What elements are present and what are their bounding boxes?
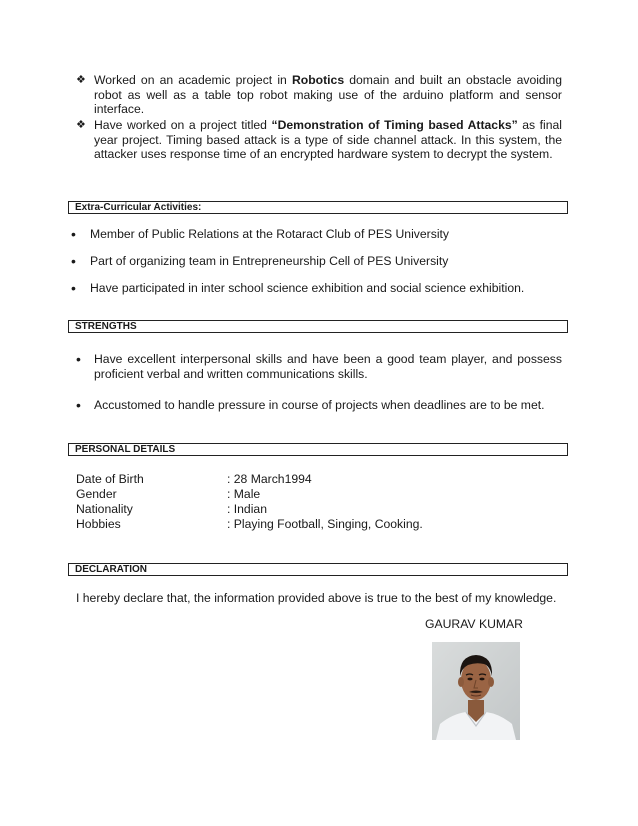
project-text: domain and built an obstacle avoiding robot as well as a table top robot making use of the arduino platform and sensor interface. xyxy=(94,73,562,117)
signatory-name: GAURAV KUMAR xyxy=(425,617,523,631)
bullet-icon: • xyxy=(71,226,76,242)
section-heading-personal-details: PERSONAL DETAILS xyxy=(68,443,568,456)
declaration-text: I hereby declare that, the information provided above is true to the best of my knowledge. xyxy=(76,591,557,605)
person-photo-icon xyxy=(432,642,520,740)
detail-label: Gender xyxy=(76,487,117,501)
detail-value: : 28 March1994 xyxy=(227,472,312,486)
extra-item: Have participated in inter school science exhibition and social science exhibition. xyxy=(90,281,525,295)
extra-item: Part of organizing team in Entrepreneurship Cell of PES University xyxy=(90,254,449,268)
project-item-timing-attacks xyxy=(94,118,562,162)
section-heading-extra-curricular: Extra-Curricular Activities: xyxy=(68,201,568,214)
bullet-icon: • xyxy=(76,351,81,367)
project-keyword: Robotics xyxy=(291,73,345,87)
detail-value: : Indian xyxy=(227,502,267,516)
project-text: Have worked on a project titled xyxy=(94,118,272,132)
bullet-icon: • xyxy=(71,253,76,269)
strength-item: Accustomed to handle pressure in course of projects when deadlines are to be met. xyxy=(94,398,545,412)
bullet-icon: • xyxy=(76,397,81,413)
detail-value: : Playing Football, Singing, Cooking. xyxy=(227,517,423,531)
detail-value: : Male xyxy=(227,487,261,501)
bullet-icon: • xyxy=(71,280,76,296)
project-text: as final year project. Timing based attack is a type of side channel attack. In this system, the attacker uses response time of an encrypted hardware system to decrypt the system. xyxy=(94,118,562,162)
project-item-robotics xyxy=(94,73,562,117)
profile-photo xyxy=(432,642,520,740)
strength-item: Have excellent interpersonal skills and have been a good team player, and possess proficient verbal and written communications skills. xyxy=(94,352,562,381)
extra-item: Member of Public Relations at the Rotaract Club of PES University xyxy=(90,227,450,241)
section-heading-strengths: STRENGTHS xyxy=(68,320,568,333)
diamond-bullet-icon: ❖ xyxy=(76,74,86,86)
project-keyword: “Demonstration of Timing based Attacks” xyxy=(271,118,518,132)
detail-label: Hobbies xyxy=(76,517,121,531)
detail-label: Nationality xyxy=(76,502,133,516)
diamond-bullet-icon: ❖ xyxy=(76,119,86,131)
detail-label: Date of Birth xyxy=(76,472,144,486)
project-text: Worked on an academic project in xyxy=(94,73,292,87)
section-heading-declaration: DECLARATION xyxy=(68,563,568,576)
